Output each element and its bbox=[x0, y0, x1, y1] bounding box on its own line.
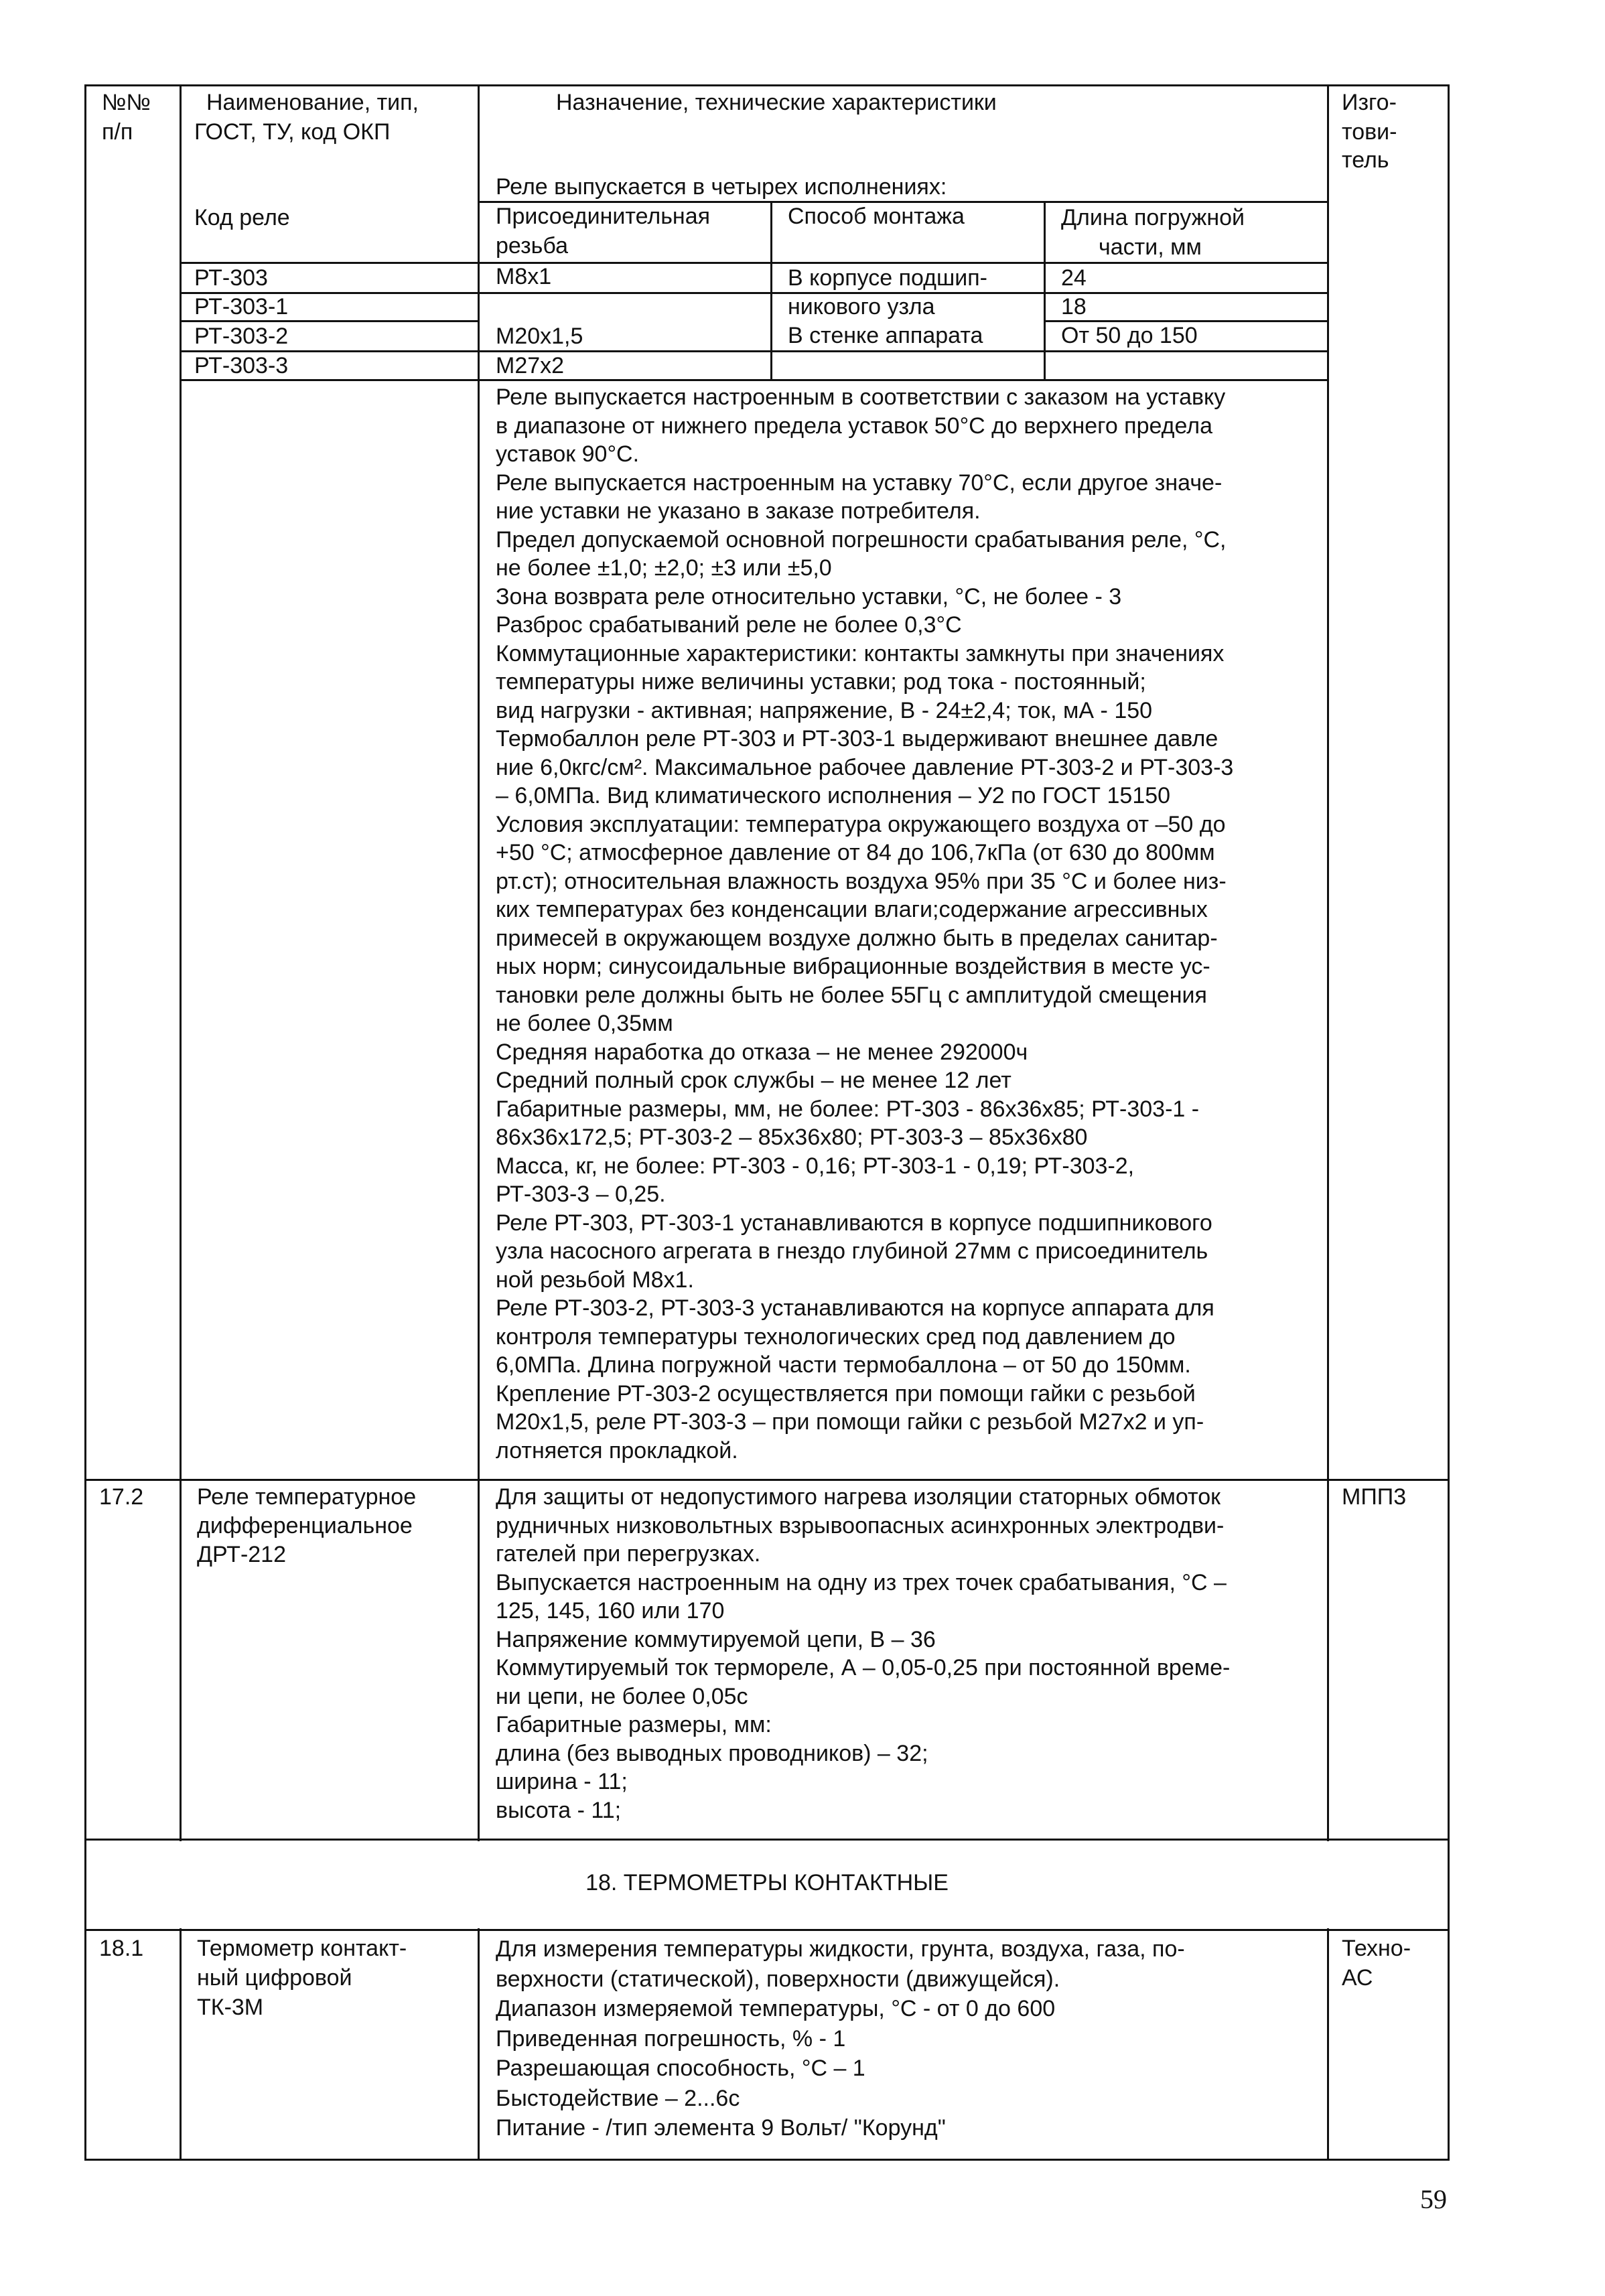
text-line: Для измерения температуры жидкости, грунта, воздуха, газа, по- bbox=[496, 1936, 1185, 1962]
sub-row-thread: М8х1 bbox=[496, 264, 552, 289]
sub-row-length: От 50 до 150 bbox=[1061, 323, 1198, 348]
row-17-2-description bbox=[496, 1483, 1320, 1824]
row-17-2-name-1: Реле температурное bbox=[197, 1484, 417, 1510]
header-maker-3: тель bbox=[1342, 147, 1389, 173]
row-17-2-name-2: дифференциальное bbox=[197, 1513, 413, 1538]
text-line: рудничных низковольтных взрывоопасных асинхронных электродви- bbox=[496, 1512, 1225, 1538]
text-line: Термобаллон реле РТ-303 и РТ-303-1 выдерживают внешнее давле bbox=[496, 726, 1218, 751]
text-line: Реле РТ-303-2, РТ-303-3 устанавливаются на корпусе аппарата для bbox=[496, 1295, 1214, 1321]
text-line: Средняя наработка до отказа – не менее 292000ч bbox=[496, 1039, 1028, 1065]
text-line: РТ-303-3 – 0,25. bbox=[496, 1181, 666, 1207]
page-number: 59 bbox=[1420, 2184, 1447, 2214]
text-line: Разрешающая способность, °С – 1 bbox=[496, 2056, 865, 2081]
text-line: рт.ст); относительная влажность воздуха 95% при 35 °С и более низ- bbox=[496, 868, 1227, 894]
text-line: Коммутационные характеристики: контакты замкнуты при значениях bbox=[496, 640, 1225, 666]
text-line: длина (без выводных проводников) – 32; bbox=[496, 1740, 928, 1766]
text-line: +50 °С; атмосферное давление от 84 до 106,7кПа (от 630 до 800мм bbox=[496, 840, 1215, 865]
text-line: Реле выпускается настроенным в соответствии с заказом на уставку bbox=[496, 384, 1226, 410]
text-line: Напряжение коммутируемой цепи, В – 36 bbox=[496, 1626, 936, 1652]
sub-row-length: 18 bbox=[1061, 294, 1087, 319]
rule-section-bottom bbox=[84, 1929, 1450, 1931]
text-line: Диапазон измеряемой температуры, °С - от 0 до 600 bbox=[496, 1996, 1056, 2021]
sub-row-code: РТ-303 bbox=[194, 265, 268, 291]
sub-row-code: РТ-303-2 bbox=[194, 324, 289, 349]
text-line: Крепление РТ-303-2 осуществляется при помощи гайки с резьбой bbox=[496, 1380, 1196, 1407]
text-line: ни цепи, не более 0,05с bbox=[496, 1683, 748, 1709]
text-line: Условия эксплуатации: температура окружающего воздуха от –50 до bbox=[496, 811, 1226, 837]
sub-row-mount: никового узла bbox=[788, 294, 935, 319]
row-18-1-name-2: ный цифровой bbox=[197, 1965, 352, 1991]
rule-sub-c2 bbox=[1044, 201, 1046, 379]
sub-row-thread: М27х2 bbox=[496, 353, 565, 378]
text-line: ширина - 11; bbox=[496, 1769, 628, 1794]
text-line: – 6,0МПа. Вид климатического исполнения – У2 по ГОСТ 15150 bbox=[496, 783, 1171, 808]
rt303-description bbox=[496, 383, 1320, 1465]
text-line: Габаритные размеры, мм: bbox=[496, 1712, 772, 1737]
sub-row-length: 24 bbox=[1061, 265, 1087, 291]
text-line: температуры ниже величины уставки; род тока - постоянный; bbox=[496, 669, 1146, 695]
sub-row-mount: В корпусе подшип- bbox=[788, 265, 987, 291]
sub-row-thread: М20х1,5 bbox=[496, 324, 583, 349]
text-line: ние уставки не указано в заказе потребителя. bbox=[496, 498, 981, 524]
text-line: Питание - /тип элемента 9 Вольт/ "Корунд" bbox=[496, 2115, 946, 2141]
text-line: Выпускается настроенным на одну из трех точек срабатывания, °С – bbox=[496, 1569, 1227, 1595]
sub-hdr-thread-2: резьба bbox=[496, 233, 568, 259]
rule-sub-hdr bbox=[180, 262, 1327, 264]
row-18-1-name-1: Термометр контакт- bbox=[197, 1936, 407, 1961]
sub-hdr-code: Код реле bbox=[194, 205, 290, 230]
text-line: контроля температуры технологических сред под давлением до bbox=[496, 1323, 1176, 1350]
rule-section-top bbox=[84, 1839, 1450, 1841]
text-line: уставок 90°С. bbox=[496, 441, 640, 467]
header-num-2: п/п bbox=[102, 119, 133, 145]
text-line: примесей в окружающем воздухе должно быть в пределах санитар- bbox=[496, 925, 1218, 951]
rule-row-17-2 bbox=[84, 1479, 1450, 1481]
text-line: 125, 145, 160 или 170 bbox=[496, 1598, 725, 1624]
rule-right bbox=[1448, 84, 1450, 2161]
row-17-2-maker: МПП3 bbox=[1342, 1484, 1407, 1510]
row-18-1-num: 18.1 bbox=[99, 1936, 144, 1961]
rule-bottom bbox=[84, 2159, 1450, 2161]
sub-row-code: РТ-303-3 bbox=[194, 353, 289, 378]
row-17-2-name-3: ДРТ-212 bbox=[197, 1542, 286, 1567]
text-line: Масса, кг, не более: РТ-303 - 0,16; РТ-303-1 - 0,19; РТ-303-2, bbox=[496, 1153, 1135, 1179]
text-line: Габаритные размеры, мм, не более: РТ-303 - 86х36х85; РТ-303-1 - bbox=[496, 1096, 1200, 1122]
text-line: узла насосного агрегата в гнездо глубиной 27мм с присоединитель bbox=[496, 1238, 1208, 1264]
row-18-1-description bbox=[496, 1934, 1320, 2143]
text-line: М20х1,5, реле РТ-303-3 – при помощи гайки с резьбой М27х2 и уп- bbox=[496, 1409, 1204, 1435]
header-purpose: Назначение, технические характеристики bbox=[556, 90, 997, 115]
text-line: не более ±1,0; ±2,0; ±3 или ±5,0 bbox=[496, 555, 832, 581]
row-18-1-name-3: ТК-3М bbox=[197, 1995, 264, 2020]
text-line: ких температурах без конденсации влаги;содержание агрессивных bbox=[496, 897, 1208, 922]
sub-row-code: РТ-303-1 bbox=[194, 294, 289, 319]
sub-hdr-thread-1: Присоединительная bbox=[496, 204, 711, 229]
rule-sub-c1 bbox=[770, 201, 772, 379]
sub-hdr-length-2: части, мм bbox=[1099, 234, 1202, 260]
text-line: гателей при перегрузках. bbox=[496, 1541, 761, 1567]
text-line: высота - 11; bbox=[496, 1797, 622, 1823]
text-line: ной резьбой М8х1. bbox=[496, 1267, 694, 1293]
rule-sub-r1 bbox=[180, 292, 1327, 294]
text-line: ных норм; синусоидальные вибрационные воздействия в месте ус- bbox=[496, 954, 1210, 979]
text-line: Коммутируемый ток термореле, А – 0,05-0,25 при постоянной време- bbox=[496, 1655, 1231, 1680]
text-line: Быстодействие – 2...6с bbox=[496, 2085, 740, 2111]
text-line: Реле РТ-303, РТ-303-1 устанавливаются в корпусе подшипникового bbox=[496, 1210, 1212, 1236]
text-line: Реле выпускается настроенным на уставку 70°С, если другое значе- bbox=[496, 470, 1223, 496]
header-name-2: ГОСТ, ТУ, код ОКП bbox=[194, 119, 391, 145]
text-line: верхности (статической), поверхности (движущейся). bbox=[496, 1966, 1060, 1992]
sub-row-mount: В стенке аппарата bbox=[788, 323, 983, 348]
rule-left bbox=[84, 84, 86, 2161]
text-line: Для защиты от недопустимого нагрева изоляции статорных обмоток bbox=[496, 1484, 1221, 1510]
text-line: не более 0,35мм bbox=[496, 1011, 673, 1036]
header-num-1: №№ bbox=[102, 90, 151, 115]
text-line: Средний полный срок службы – не менее 12 лет bbox=[496, 1068, 1011, 1093]
sub-hdr-mount: Способ монтажа bbox=[788, 204, 965, 229]
text-line: 86х36х172,5; РТ-303-2 – 85х36х80; РТ-303-3 – 85х36х80 bbox=[496, 1125, 1088, 1150]
header-name-1: Наименование, тип, bbox=[206, 90, 419, 115]
row-18-1-maker-2: АС bbox=[1342, 1965, 1373, 1991]
rule-top bbox=[84, 84, 1450, 86]
rule-sub-r3 bbox=[180, 350, 1327, 352]
text-line: Приведенная погрешность, % - 1 bbox=[496, 2025, 846, 2052]
text-line: в диапазоне от нижнего предела уставок 50°С до верхнего предела bbox=[496, 413, 1213, 439]
sub-hdr-length-1: Длина погружной bbox=[1061, 205, 1245, 230]
text-line: тановки реле должны быть не более 55Гц с амплитудой смещения bbox=[496, 982, 1207, 1008]
text-line: Зона возврата реле относительно уставки, °С, не более - 3 bbox=[496, 583, 1122, 609]
text-line: лотняется прокладкой. bbox=[496, 1437, 738, 1463]
rt303-intro: Реле выпускается в четырех исполнениях: bbox=[496, 174, 947, 200]
text-line: вид нагрузки - активная; напряжение, В - 24±2,4; ток, мА - 150 bbox=[496, 697, 1153, 723]
header-maker-2: тови- bbox=[1342, 119, 1397, 145]
header-maker-1: Изго- bbox=[1342, 90, 1397, 115]
text-line: 6,0МПа. Длина погружной части термобаллона – от 50 до 150мм. bbox=[496, 1352, 1191, 1378]
row-18-1-maker-1: Техно- bbox=[1342, 1936, 1411, 1961]
text-line: ние 6,0кгс/см². Максимальное рабочее давление РТ-303-2 и РТ-303-3 bbox=[496, 754, 1234, 780]
text-line: Разброс срабатываний реле не более 0,3°С bbox=[496, 612, 962, 638]
text-line: Предел допускаемой основной погрешности срабатывания реле, °С, bbox=[496, 526, 1227, 553]
section-18-title: 18. ТЕРМОМЕТРЫ КОНТАКТНЫЕ bbox=[585, 1870, 949, 1895]
row-17-2-num: 17.2 bbox=[99, 1484, 144, 1510]
